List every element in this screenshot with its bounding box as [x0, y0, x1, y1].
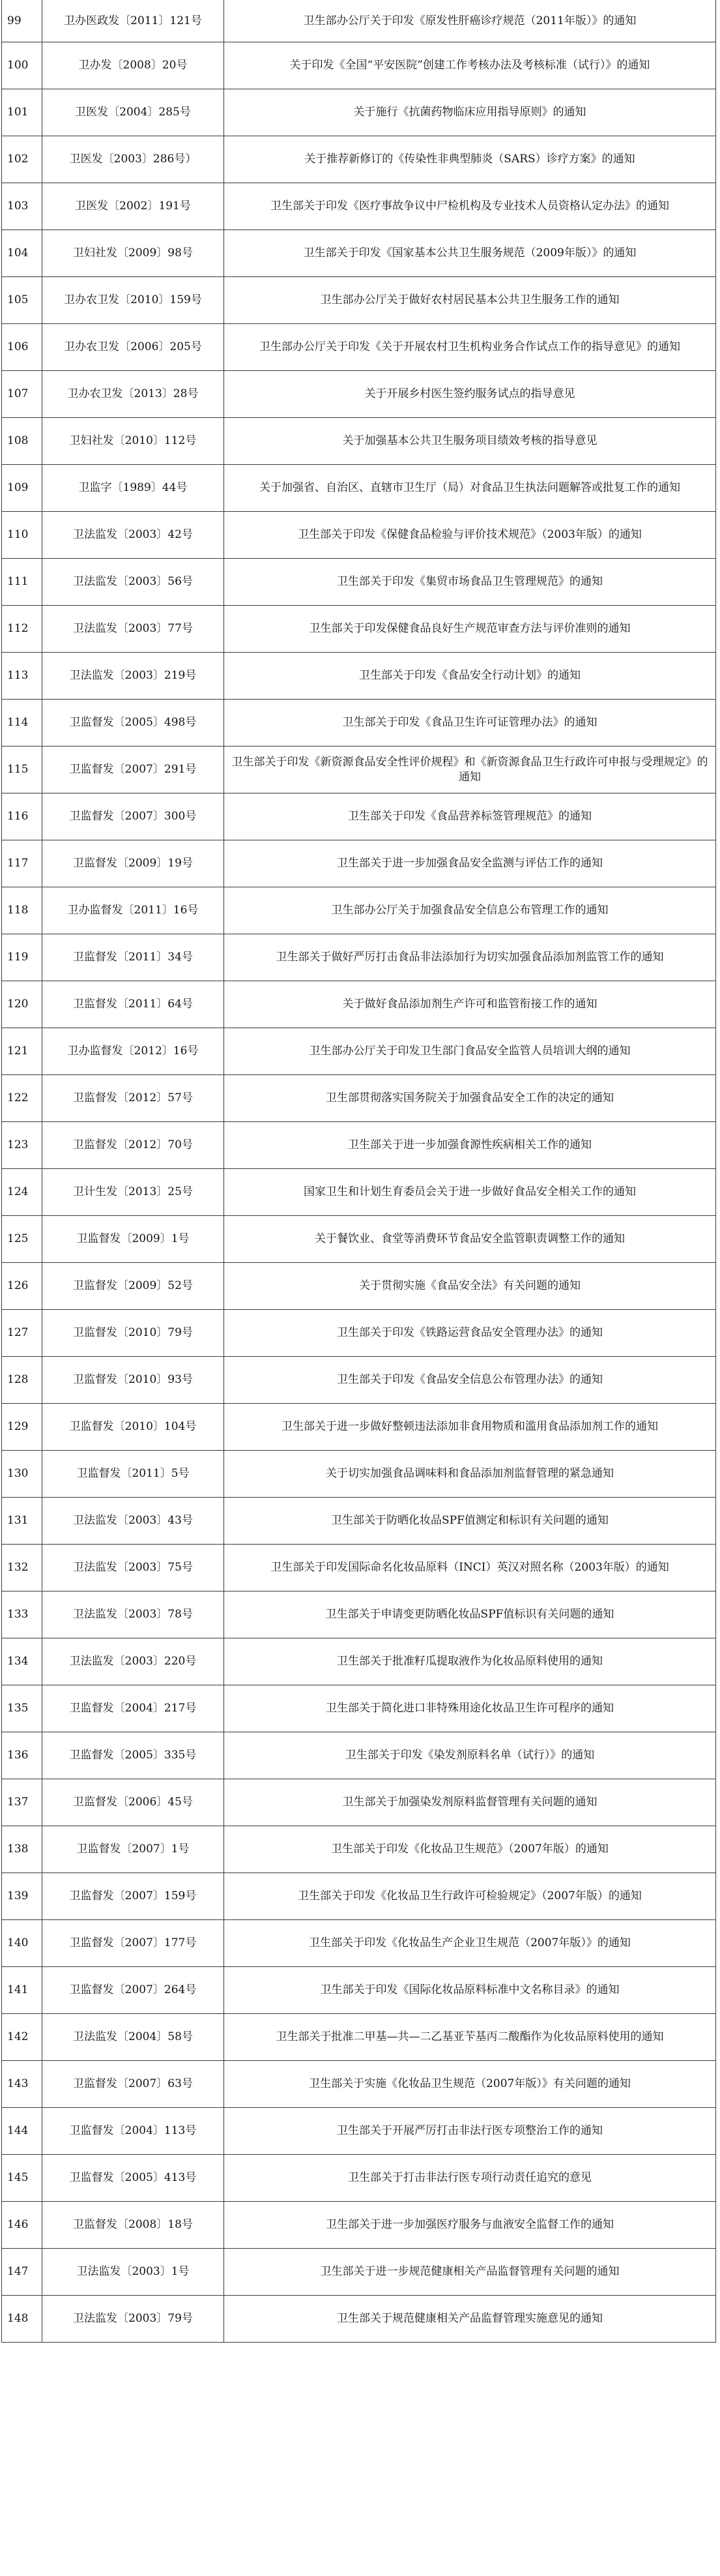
row-number-cell: 114: [2, 700, 42, 747]
table-row: [2, 700, 716, 747]
document-code-cell: 卫监督发〔2012〕70号: [42, 1122, 224, 1169]
document-title-cell: 国家卫生和计划生育委员会关于进一步做好食品安全相关工作的通知: [224, 1169, 716, 1216]
document-code-cell: 卫法监发〔2003〕43号: [42, 1498, 224, 1545]
table-row: [2, 1310, 716, 1357]
table-row: [2, 0, 716, 42]
document-title-cell: 卫生部关于印发《化妆品生产企业卫生规范（2007年版）》的通知: [224, 1920, 716, 1967]
document-code-cell: 卫法监发〔2003〕75号: [42, 1545, 224, 1591]
row-number-cell: 111: [2, 559, 42, 606]
row-number-cell: 141: [2, 1967, 42, 2014]
row-number-cell: 132: [2, 1545, 42, 1591]
document-code-cell: 卫监督发〔2004〕113号: [42, 2108, 224, 2155]
document-code-cell: 卫办监督发〔2012〕16号: [42, 1028, 224, 1075]
row-number-cell: 136: [2, 1732, 42, 1779]
row-number-cell: 122: [2, 1075, 42, 1122]
document-title-cell: 卫生部关于印发保健食品良好生产规范审查方法与评价准则的通知: [224, 606, 716, 653]
row-number-cell: 148: [2, 2296, 42, 2343]
document-title-cell: 卫生部关于批准二甲基—共—二乙基亚苄基丙二酸酯作为化妆品原料使用的通知: [224, 2014, 716, 2061]
row-number-cell: 103: [2, 183, 42, 230]
table-row: [2, 1638, 716, 1685]
document-code-cell: 卫医发〔2004〕285号: [42, 89, 224, 136]
document-title-cell: 卫生部关于简化进口非特殊用途化妆品卫生许可程序的通知: [224, 1685, 716, 1732]
document-code-cell: 卫监督发〔2007〕63号: [42, 2061, 224, 2108]
table-row: [2, 512, 716, 559]
document-title-cell: 卫生部关于防晒化妆品SPF值测定和标识有关问题的通知: [224, 1498, 716, 1545]
document-code-cell: 卫监督发〔2010〕79号: [42, 1310, 224, 1357]
table-row: [2, 840, 716, 887]
row-number-cell: 131: [2, 1498, 42, 1545]
table-row: [2, 1122, 716, 1169]
row-number-cell: 99: [2, 0, 42, 42]
document-code-cell: 卫监督发〔2007〕300号: [42, 793, 224, 840]
row-number-cell: 115: [2, 747, 42, 793]
table-row: [2, 1967, 716, 2014]
document-title-cell: 卫生部办公厅关于印发《原发性肝癌诊疗规范（2011年版）》的通知: [224, 0, 716, 42]
document-code-cell: 卫监督发〔2011〕34号: [42, 934, 224, 981]
row-number-cell: 135: [2, 1685, 42, 1732]
table-row: [2, 653, 716, 700]
row-number-cell: 126: [2, 1263, 42, 1310]
document-title-cell: 卫生部关于印发《国家基本公共卫生服务规范（2009年版）》的通知: [224, 230, 716, 277]
document-code-cell: 卫法监发〔2003〕77号: [42, 606, 224, 653]
document-title-cell: 卫生部关于实施《化妆品卫生规范（2007年版）》有关问题的通知: [224, 2061, 716, 2108]
document-title-cell: 卫生部关于批准籽瓜提取液作为化妆品原料使用的通知: [224, 1638, 716, 1685]
row-number-cell: 129: [2, 1404, 42, 1451]
document-code-cell: 卫监字〔1989〕44号: [42, 465, 224, 512]
table-row: [2, 2202, 716, 2249]
document-code-cell: 卫法监发〔2003〕220号: [42, 1638, 224, 1685]
row-number-cell: 130: [2, 1451, 42, 1498]
table-row: [2, 1498, 716, 1545]
document-title-cell: 关于做好食品添加剂生产许可和监管衔接工作的通知: [224, 981, 716, 1028]
document-code-cell: 卫妇社发〔2009〕98号: [42, 230, 224, 277]
row-number-cell: 120: [2, 981, 42, 1028]
document-title-cell: 卫生部关于印发《化妆品卫生规范》（2007年版）的通知: [224, 1826, 716, 1873]
document-title-cell: 关于施行《抗菌药物临床应用指导原则》的通知: [224, 89, 716, 136]
document-title-cell: 卫生部关于印发《化妆品卫生行政许可检验规定》（2007年版）的通知: [224, 1873, 716, 1920]
document-title-cell: 卫生部关于打击非法行医专项行动责任追究的意见: [224, 2155, 716, 2202]
document-code-cell: 卫监督发〔2005〕498号: [42, 700, 224, 747]
table-row: [2, 136, 716, 183]
document-code-cell: 卫监督发〔2008〕18号: [42, 2202, 224, 2249]
document-code-cell: 卫办医政发〔2011〕121号: [42, 0, 224, 42]
document-code-cell: 卫医发〔2003〕286号）: [42, 136, 224, 183]
row-number-cell: 117: [2, 840, 42, 887]
table-row: [2, 2155, 716, 2202]
row-number-cell: 101: [2, 89, 42, 136]
table-row: [2, 1216, 716, 1263]
row-number-cell: 137: [2, 1779, 42, 1826]
table-row: [2, 1591, 716, 1638]
table-row: [2, 418, 716, 465]
document-code-cell: 卫监督发〔2007〕264号: [42, 1967, 224, 2014]
row-number-cell: 147: [2, 2249, 42, 2296]
table-row: [2, 230, 716, 277]
document-title-cell: 卫生部关于进一步规范健康相关产品监督管理有关问题的通知: [224, 2249, 716, 2296]
document-title-cell: 卫生部关于印发《新资源食品安全性评价规程》和《新资源食品卫生行政许可申报与受理规定》的通知: [224, 747, 716, 793]
row-number-cell: 106: [2, 324, 42, 371]
document-title-cell: 关于印发《全国“平安医院”创建工作考核办法及考核标准（试行）》的通知: [224, 42, 716, 89]
document-code-cell: 卫法监发〔2003〕219号: [42, 653, 224, 700]
document-title-cell: 卫生部关于印发《食品卫生许可证管理办法》的通知: [224, 700, 716, 747]
document-code-cell: 卫监督发〔2010〕93号: [42, 1357, 224, 1404]
document-title-cell: 关于贯彻实施《食品安全法》有关问题的通知: [224, 1263, 716, 1310]
row-number-cell: 146: [2, 2202, 42, 2249]
table-row: [2, 42, 716, 89]
table-row: [2, 1873, 716, 1920]
document-code-cell: 卫监督发〔2004〕217号: [42, 1685, 224, 1732]
document-title-cell: 关于加强省、自治区、直辖市卫生厅（局）对食品卫生执法问题解答或批复工作的通知: [224, 465, 716, 512]
table-row: [2, 559, 716, 606]
document-title-cell: 卫生部关于进一步加强医疗服务与血液安全监督工作的通知: [224, 2202, 716, 2249]
row-number-cell: 142: [2, 2014, 42, 2061]
document-title-cell: 卫生部关于规范健康相关产品监督管理实施意见的通知: [224, 2296, 716, 2343]
document-title-cell: 卫生部关于进一步加强食源性疾病相关工作的通知: [224, 1122, 716, 1169]
table-row: [2, 606, 716, 653]
regulation-table-body: [2, 0, 716, 2343]
table-row: [2, 2249, 716, 2296]
table-row: [2, 1732, 716, 1779]
row-number-cell: 133: [2, 1591, 42, 1638]
row-number-cell: 105: [2, 277, 42, 324]
table-row: [2, 1075, 716, 1122]
document-code-cell: 卫监督发〔2007〕159号: [42, 1873, 224, 1920]
document-title-cell: 卫生部关于印发国际命名化妆品原料（INCI）英汉对照名称（2003年版）的通知: [224, 1545, 716, 1591]
row-number-cell: 139: [2, 1873, 42, 1920]
row-number-cell: 104: [2, 230, 42, 277]
table-row: [2, 981, 716, 1028]
document-title-cell: 卫生部关于申请变更防晒化妆品SPF值标识有关问题的通知: [224, 1591, 716, 1638]
document-title-cell: 卫生部关于印发《集贸市场食品卫生管理规范》的通知: [224, 559, 716, 606]
row-number-cell: 134: [2, 1638, 42, 1685]
document-code-cell: 卫法监发〔2003〕79号: [42, 2296, 224, 2343]
document-title-cell: 卫生部关于做好严厉打击食品非法添加行为切实加强食品添加剂监管工作的通知: [224, 934, 716, 981]
row-number-cell: 112: [2, 606, 42, 653]
document-code-cell: 卫法监发〔2004〕58号: [42, 2014, 224, 2061]
row-number-cell: 118: [2, 887, 42, 934]
table-row: [2, 1028, 716, 1075]
document-title-cell: 关于餐饮业、食堂等消费环节食品安全监管职责调整工作的通知: [224, 1216, 716, 1263]
document-code-cell: 卫监督发〔2012〕57号: [42, 1075, 224, 1122]
row-number-cell: 138: [2, 1826, 42, 1873]
row-number-cell: 116: [2, 793, 42, 840]
table-row: [2, 1451, 716, 1498]
row-number-cell: 113: [2, 653, 42, 700]
table-row: [2, 2296, 716, 2343]
table-row: [2, 1404, 716, 1451]
document-code-cell: 卫医发〔2002〕191号: [42, 183, 224, 230]
row-number-cell: 144: [2, 2108, 42, 2155]
table-row: [2, 1263, 716, 1310]
document-code-cell: 卫计生发〔2013〕25号: [42, 1169, 224, 1216]
table-row: [2, 277, 716, 324]
document-code-cell: 卫办发〔2008〕20号: [42, 42, 224, 89]
row-number-cell: 143: [2, 2061, 42, 2108]
document-title-cell: 卫生部关于印发《染发剂原料名单（试行）》的通知: [224, 1732, 716, 1779]
document-code-cell: 卫监督发〔2011〕5号: [42, 1451, 224, 1498]
document-title-cell: 卫生部贯彻落实国务院关于加强食品安全工作的决定的通知: [224, 1075, 716, 1122]
table-row: [2, 1920, 716, 1967]
document-title-cell: 卫生部关于印发《食品营养标签管理规范》的通知: [224, 793, 716, 840]
table-row: [2, 1169, 716, 1216]
table-row: [2, 324, 716, 371]
document-code-cell: 卫监督发〔2011〕64号: [42, 981, 224, 1028]
document-title-cell: 卫生部关于开展严厉打击非法行医专项整治工作的通知: [224, 2108, 716, 2155]
document-code-cell: 卫法监发〔2003〕56号: [42, 559, 224, 606]
row-number-cell: 121: [2, 1028, 42, 1075]
document-title-cell: 卫生部关于印发《铁路运营食品安全管理办法》的通知: [224, 1310, 716, 1357]
document-code-cell: 卫法监发〔2003〕78号: [42, 1591, 224, 1638]
document-code-cell: 卫办农卫发〔2006〕205号: [42, 324, 224, 371]
document-title-cell: 卫生部关于印发《食品安全信息公布管理办法》的通知: [224, 1357, 716, 1404]
table-row: [2, 1826, 716, 1873]
table-row: [2, 1779, 716, 1826]
table-row: [2, 89, 716, 136]
document-code-cell: 卫监督发〔2007〕177号: [42, 1920, 224, 1967]
document-title-cell: 关于切实加强食品调味料和食品添加剂监督管理的紧急通知: [224, 1451, 716, 1498]
row-number-cell: 108: [2, 418, 42, 465]
document-title-cell: 卫生部关于进一步加强食品安全监测与评估工作的通知: [224, 840, 716, 887]
row-number-cell: 107: [2, 371, 42, 418]
table-row: [2, 1685, 716, 1732]
document-title-cell: 卫生部办公厅关于做好农村居民基本公共卫生服务工作的通知: [224, 277, 716, 324]
row-number-cell: 125: [2, 1216, 42, 1263]
row-number-cell: 124: [2, 1169, 42, 1216]
document-code-cell: 卫监督发〔2009〕1号: [42, 1216, 224, 1263]
row-number-cell: 110: [2, 512, 42, 559]
document-code-cell: 卫法监发〔2003〕1号: [42, 2249, 224, 2296]
document-code-cell: 卫监督发〔2010〕104号: [42, 1404, 224, 1451]
document-title-cell: 卫生部关于印发《医疗事故争议中尸检机构及专业技术人员资格认定办法》的通知: [224, 183, 716, 230]
row-number-cell: 123: [2, 1122, 42, 1169]
table-row: [2, 1357, 716, 1404]
table-row: [2, 1545, 716, 1591]
document-code-cell: 卫监督发〔2009〕52号: [42, 1263, 224, 1310]
document-title-cell: 关于推荐新修订的《传染性非典型肺炎（SARS）诊疗方案》的通知: [224, 136, 716, 183]
document-code-cell: 卫监督发〔2009〕19号: [42, 840, 224, 887]
document-code-cell: 卫监督发〔2007〕1号: [42, 1826, 224, 1873]
row-number-cell: 127: [2, 1310, 42, 1357]
document-code-cell: 卫监督发〔2007〕291号: [42, 747, 224, 793]
table-row: [2, 934, 716, 981]
document-title-cell: 卫生部办公厅关于印发卫生部门食品安全监管人员培训大纲的通知: [224, 1028, 716, 1075]
row-number-cell: 119: [2, 934, 42, 981]
document-code-cell: 卫法监发〔2003〕42号: [42, 512, 224, 559]
table-row: [2, 2108, 716, 2155]
document-code-cell: 卫监督发〔2006〕45号: [42, 1779, 224, 1826]
document-title-cell: 关于开展乡村医生签约服务试点的指导意见: [224, 371, 716, 418]
table-row: [2, 2061, 716, 2108]
document-code-cell: 卫监督发〔2005〕335号: [42, 1732, 224, 1779]
table-row: [2, 2014, 716, 2061]
document-title-cell: 卫生部关于加强染发剂原料监督管理有关问题的通知: [224, 1779, 716, 1826]
document-code-cell: 卫办农卫发〔2013〕28号: [42, 371, 224, 418]
row-number-cell: 140: [2, 1920, 42, 1967]
table-row: [2, 747, 716, 793]
document-code-cell: 卫妇社发〔2010〕112号: [42, 418, 224, 465]
document-code-cell: 卫办农卫发〔2010〕159号: [42, 277, 224, 324]
table-row: [2, 465, 716, 512]
row-number-cell: 128: [2, 1357, 42, 1404]
row-number-cell: 100: [2, 42, 42, 89]
table-row: [2, 183, 716, 230]
document-title-cell: 关于加强基本公共卫生服务项目绩效考核的指导意见: [224, 418, 716, 465]
row-number-cell: 109: [2, 465, 42, 512]
document-title-cell: 卫生部关于印发《食品安全行动计划》的通知: [224, 653, 716, 700]
regulation-table: [1, 0, 716, 2343]
document-title-cell: 卫生部关于进一步做好整顿违法添加非食用物质和滥用食品添加剂工作的通知: [224, 1404, 716, 1451]
document-title-cell: 卫生部办公厅关于印发《关于开展农村卫生机构业务合作试点工作的指导意见》的通知: [224, 324, 716, 371]
table-row: [2, 887, 716, 934]
document-code-cell: 卫办监督发〔2011〕16号: [42, 887, 224, 934]
document-title-cell: 卫生部关于印发《保健食品检验与评价技术规范》（2003年版）的通知: [224, 512, 716, 559]
document-title-cell: 卫生部关于印发《国际化妆品原料标准中文名称目录》的通知: [224, 1967, 716, 2014]
document-title-cell: 卫生部办公厅关于加强食品安全信息公布管理工作的通知: [224, 887, 716, 934]
row-number-cell: 145: [2, 2155, 42, 2202]
table-row: [2, 371, 716, 418]
table-row: [2, 793, 716, 840]
document-code-cell: 卫监督发〔2005〕413号: [42, 2155, 224, 2202]
row-number-cell: 102: [2, 136, 42, 183]
